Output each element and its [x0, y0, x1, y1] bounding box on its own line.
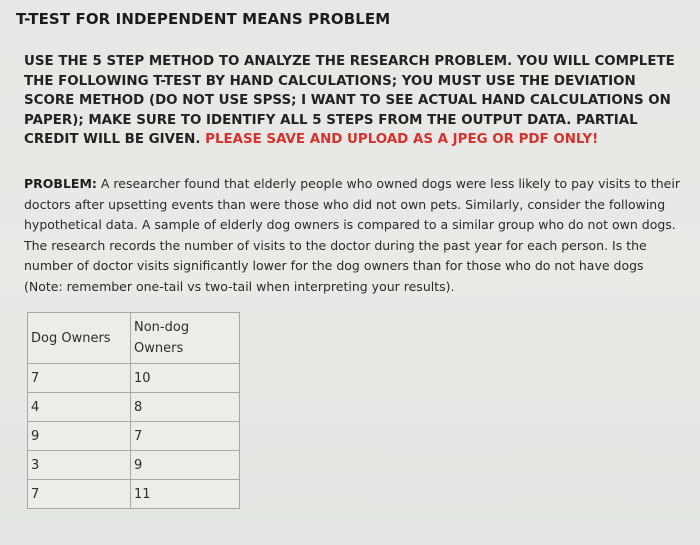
table-cell-dog-owners: 9 — [28, 422, 131, 451]
table-row — [28, 451, 240, 480]
table-cell-non-dog-owners: 9 — [131, 451, 240, 480]
upload-warning: PLEASE SAVE AND UPLOAD AS A JPEG OR PDF ONLY! — [205, 132, 599, 147]
table-cell-dog-owners: 7 — [28, 364, 131, 393]
table-cell-non-dog-owners: 10 — [131, 364, 240, 393]
header-non-dog-owners: Non-dog Owners — [131, 313, 240, 364]
table-row — [28, 480, 240, 509]
table-cell-dog-owners: 3 — [28, 451, 131, 480]
table-cell-dog-owners: 4 — [28, 393, 131, 422]
page-title: T-TEST FOR INDEPENDENT MEANS PROBLEM — [16, 10, 391, 28]
instructions-text: USE THE 5 STEP METHOD TO ANALYZE THE RESEARCH PROBLEM. YOU WILL COMPLETE THE FOLLOWING T-TEST BY HAND CALCULATIONS; YOU MUST USE THE DEVIATION SCORE METHOD (DO NOT USE SPSS; I WANT TO SEE ACTUAL HAND CALCULATIONS ON PAPER); MAKE SURE TO IDENTIFY ALL 5 STEPS FROM THE OUTPUT DATA. PARTIAL CREDIT WILL BE GIVEN. — [24, 54, 675, 147]
instructions-paragraph — [24, 52, 686, 150]
table-header-row — [28, 313, 240, 364]
table-cell-non-dog-owners: 11 — [131, 480, 240, 509]
table-row — [28, 422, 240, 451]
table-cell-dog-owners: 7 — [28, 480, 131, 509]
header-dog-owners: Dog Owners — [28, 313, 131, 364]
table-row — [28, 364, 240, 393]
problem-paragraph — [24, 174, 684, 297]
problem-label: PROBLEM: — [24, 176, 97, 191]
table-row — [28, 393, 240, 422]
data-table — [27, 312, 240, 509]
table-cell-non-dog-owners: 7 — [131, 422, 240, 451]
problem-text: A researcher found that elderly people who owned dogs were less likely to pay visits to their doctors after upsetting events than were those who did not own pets. Similarly, consider the following hypothetical data. A sample of elderly dog owners is compared to a similar group who do not own dogs. The research records the number of visits to the doctor during the past year for each person. Is the number of doctor visits significantly lower for the dog owners than for those who do not have dogs (Note: remember one-tail vs two-tail when interpreting your results). — [24, 176, 680, 294]
table-cell-non-dog-owners: 8 — [131, 393, 240, 422]
